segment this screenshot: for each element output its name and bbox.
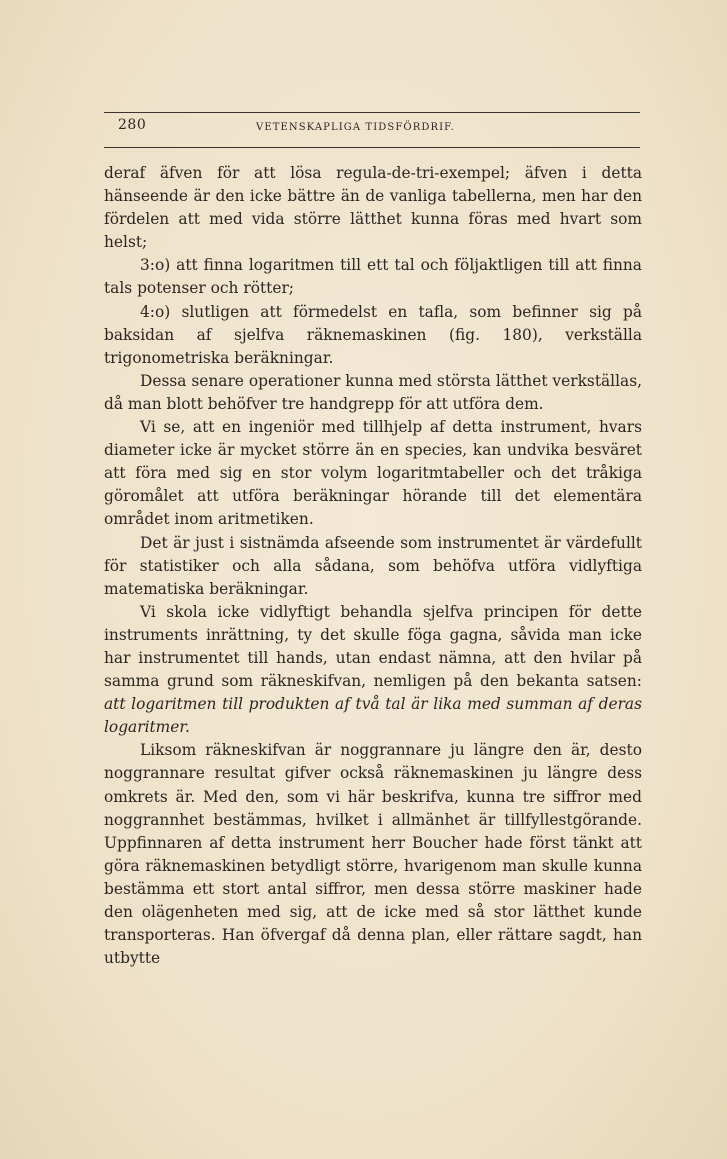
paragraph-2: 3:o) att finna logaritmen till ett tal och följaktligen till att finna tals potenser och rötter; <box>104 256 642 298</box>
paragraph-5: Vi se, att en ingeniör med tillhjelp af detta instrument, hvars diameter icke är mycket större än en species, kan undvika besväret att föra med sig en stor volym logaritmtabeller och det tråkiga göromålet att utföra beräkningar hörande till det elementära området inom aritmetiken. <box>104 418 642 529</box>
paragraph-7: Vi skola icke vidlyftigt behandla sjelfva principen för dette instruments inrättning, ty det skulle föga gagna, såvida man icke har instrumentet till hands, utan endast nämna, att den hvilar på samma grund som räkneskifvan, nemligen på den bekanta satsen: att logaritmen till produkten af två tal är lika med summan af deras logaritmer. <box>104 602 642 737</box>
paragraph-1: deraf äfven för att lösa regula-de-tri-exempel; äfven i detta hänseende är den icke bättre än de vanliga tabellerna, men har den fördelen att med vida större lätthet kunna föras med hvart som helst; <box>104 164 642 252</box>
page-header <box>104 112 640 148</box>
paragraph-6: Det är just i sistnämda afseende som instrumentet är värdefullt för statistiker och alla sådana, som behöfva utföra vidlyftiga matematiska beräkningar. <box>104 533 642 598</box>
body-text <box>104 162 642 970</box>
italic-theorem: att logaritmen till produkten af två tal är lika med summan af deras logaritmer. <box>104 695 642 737</box>
paragraph-4: Dessa senare operationer kunna med största lätthet verkställas, då man blott behöfver tre handgrepp för att utföra dem. <box>104 371 642 413</box>
paragraph-8: Liksom räkneskifvan är noggrannare ju längre den är, desto noggrannare resultat gifver också räknemaskinen ju längre dess omkrets är. Med den, som vi här beskrifva, kunna tre siffror med noggrannhet bestämmas, hvilket i allmänhet är tillfyllestgörande. Uppfinnaren af detta instrument herr Boucher hade först tänkt att göra räknemaskinen betydligt större, hvarigenom man skulle kunna bestämma ett stort antal siffror, men dessa större maskiner hade den olägenheten med sig, att de icke med så stor lätthet kunde transporteras. Han öfvergaf då denna plan, eller rättare sagdt, han utbytte <box>104 741 642 968</box>
paragraph-3: 4:o) slutligen att förmedelst en tafla, som befinner sig på baksidan af sjelfva räknemaskinen (fig. 180), verkställa trigonometriska beräkningar. <box>104 302 642 367</box>
page-number: 280 <box>118 117 147 133</box>
running-head: VETENSKAPLIGA TIDSFÖRDRIF. <box>256 122 455 133</box>
